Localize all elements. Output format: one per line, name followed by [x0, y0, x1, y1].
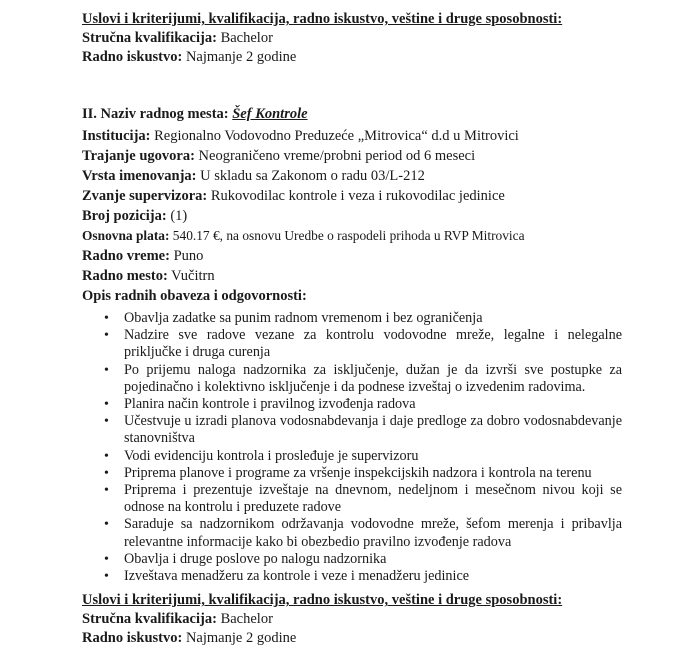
top-requirements-section: [82, 10, 700, 67]
requirements-heading: Uslovi i kriterijumi, kvalifikacija, radno iskustvo, veštine i druge sposobnosti:: [82, 592, 563, 609]
field-value: Vučitrn: [171, 268, 215, 284]
experience-line: [82, 48, 700, 67]
list-item: [82, 362, 622, 396]
duty-text: Učestvuje u izradi planova vodosnabdevanja i daje predloge za dobro vodosnabdevanje stanovništva: [124, 413, 622, 447]
bullet-icon: •: [104, 448, 109, 464]
field-working-hours: [82, 246, 700, 266]
bullet-icon: •: [104, 483, 109, 499]
qualification-line: [82, 29, 700, 48]
requirements-heading: Uslovi i kriterijumi, kvalifikacija, radno iskustvo, veštine i druge sposobnosti:: [82, 11, 563, 27]
experience-value: Najmanje 2 godine: [185, 49, 297, 65]
bullet-icon: •: [104, 414, 109, 430]
field-institution: [82, 126, 700, 146]
section-gap: [82, 67, 700, 103]
duties-list: [82, 310, 622, 585]
field-value: Rukovodilac kontrole i veza i rukovodilac jedinice: [210, 188, 505, 204]
duty-text: Planira način kontrole i pravilnog izvođenja radova: [124, 396, 416, 413]
experience-label: Radno iskustvo:: [82, 630, 183, 647]
list-item: [82, 448, 622, 465]
field-value: U skladu sa Zakonom o radu 03/L-212: [200, 168, 425, 184]
field-label: Radno vreme:: [82, 248, 170, 264]
field-label: Institucija:: [82, 128, 151, 144]
field-label: Trajanje ugovora:: [82, 148, 195, 164]
duty-text: Po prijemu naloga nadzornika za isključenje, dužan je da izvrši sve postupke za pojedinačno i kolektivno isključenje i da podnese izveštaj o izvedenim radovima.: [124, 361, 622, 395]
list-item: [82, 516, 622, 550]
list-item: [82, 327, 622, 361]
experience-line: [82, 629, 700, 648]
duty-text: Saraduje sa nadzornikom održavanja vodovodne mreže, šefom merenja i pribavlja relevantne informacije kako bi obezbedio pravilno izvođenje radova: [124, 516, 622, 550]
field-value: Puno: [173, 248, 204, 264]
bullet-icon: •: [104, 328, 109, 344]
list-item: [82, 310, 622, 327]
field-value: (1): [170, 208, 188, 224]
field-base-salary: [82, 226, 700, 246]
duty-text: Obavlja zadatke sa punim radnom vremenom i bez ograničenja: [124, 310, 483, 326]
list-item: [82, 396, 622, 413]
qualification-line: [82, 610, 700, 629]
bullet-icon: •: [104, 517, 109, 533]
bullet-icon: •: [104, 465, 109, 481]
position-title: [82, 105, 700, 124]
bullet-icon: •: [104, 569, 109, 585]
duty-text: Nadzire sve radove vezane za kontrolu vodovodne mreže, legalne i nelegalne priključke i druga curenja: [124, 327, 622, 361]
field-label: Radno mesto:: [82, 268, 168, 284]
qualification-value: Bachelor: [220, 611, 273, 628]
qualification-value: Bachelor: [220, 30, 273, 46]
qualification-label: Stručna kvalifikacija:: [82, 611, 217, 628]
list-item: [82, 465, 622, 482]
experience-value: Najmanje 2 godine: [185, 630, 297, 647]
bullet-icon: •: [104, 397, 109, 413]
position-title-prefix: II. Naziv radnog mesta:: [82, 106, 229, 122]
field-label: Zvanje supervizora:: [82, 188, 208, 204]
duty-text: Vodi evidenciju kontrola i prosleđuje je supervizoru: [124, 447, 419, 464]
experience-label: Radno iskustvo:: [82, 49, 183, 65]
position-title-value: Šef Kontrole: [232, 106, 308, 122]
field-position-count: [82, 206, 700, 226]
duty-text: Priprema planove i programe za vršenje inspekcijskih nadzora i kontrola na terenu: [124, 464, 592, 481]
list-item: [82, 551, 622, 568]
field-value: Regionalno Vodovodno Preduzeće „Mitrovica“ d.d u Mitrovici: [154, 128, 519, 144]
bullet-icon: •: [104, 311, 109, 326]
list-item: [82, 413, 622, 447]
field-appointment-type: [82, 166, 700, 186]
duty-text: Izveštava menadžeru za kontrole i veze i menadžeru jedinice: [124, 568, 470, 585]
bullet-icon: •: [104, 551, 109, 567]
field-label: Broj pozicija:: [82, 208, 167, 224]
duty-text: Obavlja i druge poslove po nalogu nadzornika: [124, 550, 387, 567]
field-supervisor-title: [82, 186, 700, 206]
list-item: [82, 568, 622, 585]
field-label: Osnovna plata:: [82, 228, 170, 243]
field-label: Vrsta imenovanja:: [82, 168, 197, 184]
bottom-requirements-section: [82, 591, 700, 648]
field-value: Neograničeno vreme/probni period od 6 meseci: [198, 148, 476, 164]
duty-text: Priprema i prezentuje izveštaje na dnevnom, nedeljnom i mesečnom nivou koji se odnose na kontrolu i preduzete radove: [124, 482, 622, 516]
bullet-icon: •: [104, 362, 109, 378]
field-workplace: [82, 266, 700, 286]
position-section: [82, 105, 700, 585]
duties-heading: Opis radnih obaveza i odgovornosti:: [82, 288, 307, 304]
position-fields: [82, 126, 700, 306]
list-item: [82, 482, 622, 516]
field-value: 540.17 €, na osnovu Uredbe o raspodeli prihoda u RVP Mitrovica: [172, 228, 525, 243]
field-contract-duration: [82, 146, 700, 166]
qualification-label: Stručna kvalifikacija:: [82, 30, 217, 46]
